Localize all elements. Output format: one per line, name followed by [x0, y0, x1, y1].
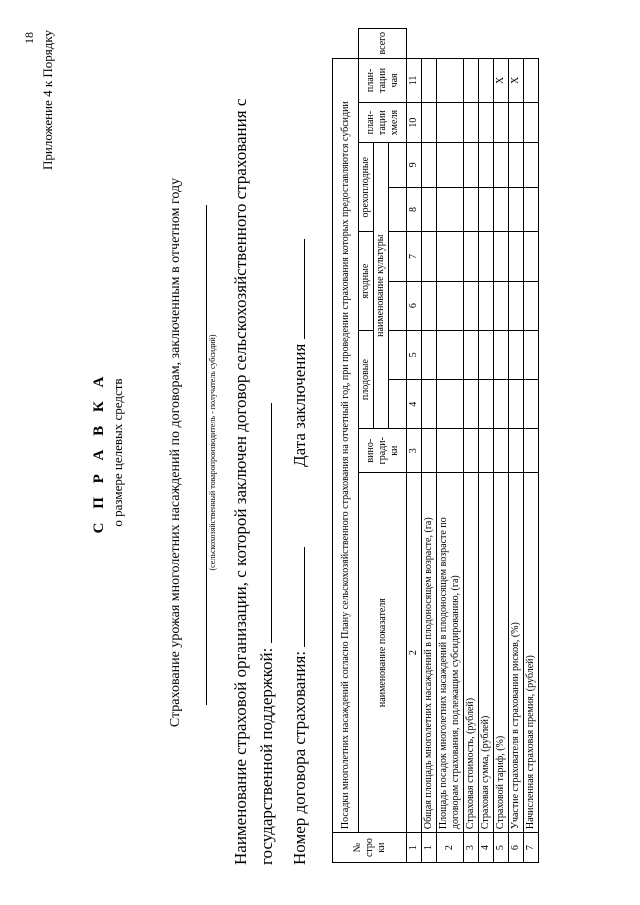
insurer-blank — [257, 403, 272, 643]
row-number: 1 — [422, 833, 437, 863]
header-hop: план- тации хмеля — [359, 103, 407, 143]
col-num: 11 — [407, 58, 422, 103]
row-number: 6 — [509, 833, 524, 863]
data-cell[interactable] — [494, 429, 509, 473]
subsidy-table — [332, 28, 539, 863]
data-cell[interactable] — [509, 187, 524, 232]
recipient-caption: (сельскохозяйственный товаропроизводитель - получатель субсидий) — [208, 334, 217, 571]
data-cell[interactable] — [524, 143, 539, 188]
data-cell[interactable] — [479, 143, 494, 188]
contract-row — [290, 40, 310, 865]
data-cell[interactable] — [437, 380, 464, 429]
contract-number-blank — [290, 547, 305, 647]
data-cell[interactable] — [464, 281, 479, 330]
data-cell[interactable] — [494, 187, 509, 232]
col-num: 6 — [407, 281, 422, 330]
data-cell[interactable] — [464, 380, 479, 429]
recipient-blank-line — [206, 205, 207, 705]
table-row — [524, 29, 539, 863]
data-cell[interactable] — [479, 232, 494, 281]
data-cell[interactable] — [479, 429, 494, 473]
data-cell[interactable] — [509, 281, 524, 330]
data-cell[interactable] — [509, 143, 524, 188]
data-cell[interactable] — [422, 330, 437, 379]
data-cell[interactable] — [422, 143, 437, 188]
table-row — [437, 29, 464, 863]
total-cell[interactable]: Х — [509, 58, 524, 103]
table-row — [464, 29, 479, 863]
col-num: 9 — [407, 143, 422, 188]
insurer-line — [228, 40, 280, 865]
table-row — [479, 29, 494, 863]
data-cell[interactable] — [509, 103, 524, 143]
data-cell[interactable] — [494, 380, 509, 429]
contract-date-blank — [290, 239, 305, 339]
col-num: 2 — [407, 473, 422, 833]
row-label: Площадь посадок многолетних насаждений в плодоносящем возрасте по договорам страхования, подлежащим субсидированию, (га) — [437, 473, 464, 833]
header-tea: план- тации чая — [359, 58, 407, 103]
crop-cell — [389, 143, 407, 188]
data-cell[interactable] — [422, 380, 437, 429]
header-row-number: № стро ки — [333, 833, 407, 863]
row-label: Страховая стоимость, (рублей) — [464, 473, 479, 833]
data-cell[interactable] — [509, 380, 524, 429]
data-cell[interactable] — [524, 429, 539, 473]
page-number: 18 — [22, 32, 36, 44]
row-number: 2 — [437, 833, 464, 863]
col-num: 3 — [407, 429, 422, 473]
row-label: Участие страхователя в страховании рисков, (%) — [509, 473, 524, 833]
crop-cell — [389, 281, 407, 330]
row-number: 7 — [524, 833, 539, 863]
row-label: Страховая сумма, (рублей) — [479, 473, 494, 833]
insurance-description: Страхование урожая многолетних насаждений по договорам, заключенным в отчетном году — [168, 177, 183, 728]
table-row — [422, 29, 437, 863]
data-cell[interactable] — [464, 103, 479, 143]
data-cell[interactable] — [494, 330, 509, 379]
data-cell[interactable] — [479, 281, 494, 330]
data-cell[interactable] — [524, 232, 539, 281]
data-cell[interactable] — [509, 330, 524, 379]
data-cell[interactable] — [524, 103, 539, 143]
data-cell[interactable] — [422, 187, 437, 232]
row-label: Общая площадь многолетних насаждений в плодоносящем возрасте, (га) — [422, 473, 437, 833]
crop-cell — [389, 232, 407, 281]
col-num: 1 — [407, 833, 422, 863]
total-cell[interactable] — [479, 58, 494, 103]
data-cell[interactable] — [464, 143, 479, 188]
data-cell[interactable] — [422, 232, 437, 281]
row-number: 3 — [464, 833, 479, 863]
data-cell[interactable] — [494, 103, 509, 143]
header-indicator-name: наименование показателя — [359, 473, 407, 833]
data-cell[interactable] — [464, 429, 479, 473]
crop-cell — [389, 187, 407, 232]
data-cell[interactable] — [422, 281, 437, 330]
total-cell[interactable]: Х — [494, 58, 509, 103]
data-cell[interactable] — [479, 103, 494, 143]
insurer-label: Наименование страховой организации, с которой заключен договор сельскохозяйственного страхования с государственной поддержкой: — [231, 98, 276, 865]
contract-number-label: Номер договора страхования: — [290, 650, 309, 865]
row-label: Страховой тариф, (%) — [494, 473, 509, 833]
header-fruit: плодовые — [359, 330, 374, 429]
data-cell[interactable] — [437, 187, 464, 232]
col-num: 10 — [407, 103, 422, 143]
data-cell[interactable] — [437, 143, 464, 188]
header-nut: орехоплодные — [359, 143, 374, 232]
document-title: С П Р А В К А — [91, 371, 107, 534]
data-cell[interactable] — [524, 281, 539, 330]
total-cell[interactable] — [524, 58, 539, 103]
data-cell[interactable] — [437, 103, 464, 143]
data-cell[interactable] — [437, 330, 464, 379]
crop-cell — [389, 330, 407, 379]
data-cell[interactable] — [524, 380, 539, 429]
row-label: Начисленная страховая премия, (рублей) — [524, 473, 539, 833]
data-cell[interactable] — [479, 187, 494, 232]
data-cell[interactable] — [494, 232, 509, 281]
header-berry: ягодные — [359, 232, 374, 330]
data-cell[interactable] — [524, 187, 539, 232]
data-cell[interactable] — [422, 429, 437, 473]
col-num: 7 — [407, 232, 422, 281]
data-cell[interactable] — [494, 281, 509, 330]
appendix-label: Приложение 4 к Порядку — [40, 30, 55, 170]
col-num: 5 — [407, 330, 422, 379]
data-cell[interactable] — [464, 187, 479, 232]
data-cell[interactable] — [509, 232, 524, 281]
header-plantings: Посадки многолетних насаждений согласно Плану сельскохозяйственного страхования на отчетный год, при проведении страхования которых предоставляются субсидии — [333, 58, 359, 833]
row-number: 5 — [494, 833, 509, 863]
data-cell[interactable] — [524, 330, 539, 379]
data-cell[interactable] — [437, 281, 464, 330]
data-cell[interactable] — [509, 429, 524, 473]
data-cell[interactable] — [494, 143, 509, 188]
table-row — [494, 29, 509, 863]
data-cell[interactable] — [479, 330, 494, 379]
table-row — [509, 29, 524, 863]
col-num: 4 — [407, 380, 422, 429]
data-cell[interactable] — [479, 380, 494, 429]
data-cell[interactable] — [437, 429, 464, 473]
contract-date-label: Дата заключения — [290, 343, 309, 467]
row-number: 4 — [479, 833, 494, 863]
data-cell[interactable] — [464, 330, 479, 379]
total-cell[interactable] — [422, 58, 437, 103]
header-vineyards: вино- гради- ки — [359, 429, 407, 473]
header-crop-name: наименование культуры — [374, 143, 389, 429]
contract-date-group — [290, 239, 310, 467]
document-subtitle: о размере целевых средств — [110, 378, 125, 527]
col-num: 8 — [407, 187, 422, 232]
data-cell[interactable] — [464, 232, 479, 281]
total-cell[interactable] — [464, 58, 479, 103]
data-cell[interactable] — [422, 103, 437, 143]
total-cell[interactable] — [437, 58, 464, 103]
data-cell[interactable] — [437, 232, 464, 281]
crop-cell — [389, 380, 407, 429]
header-total: всего — [359, 29, 407, 59]
